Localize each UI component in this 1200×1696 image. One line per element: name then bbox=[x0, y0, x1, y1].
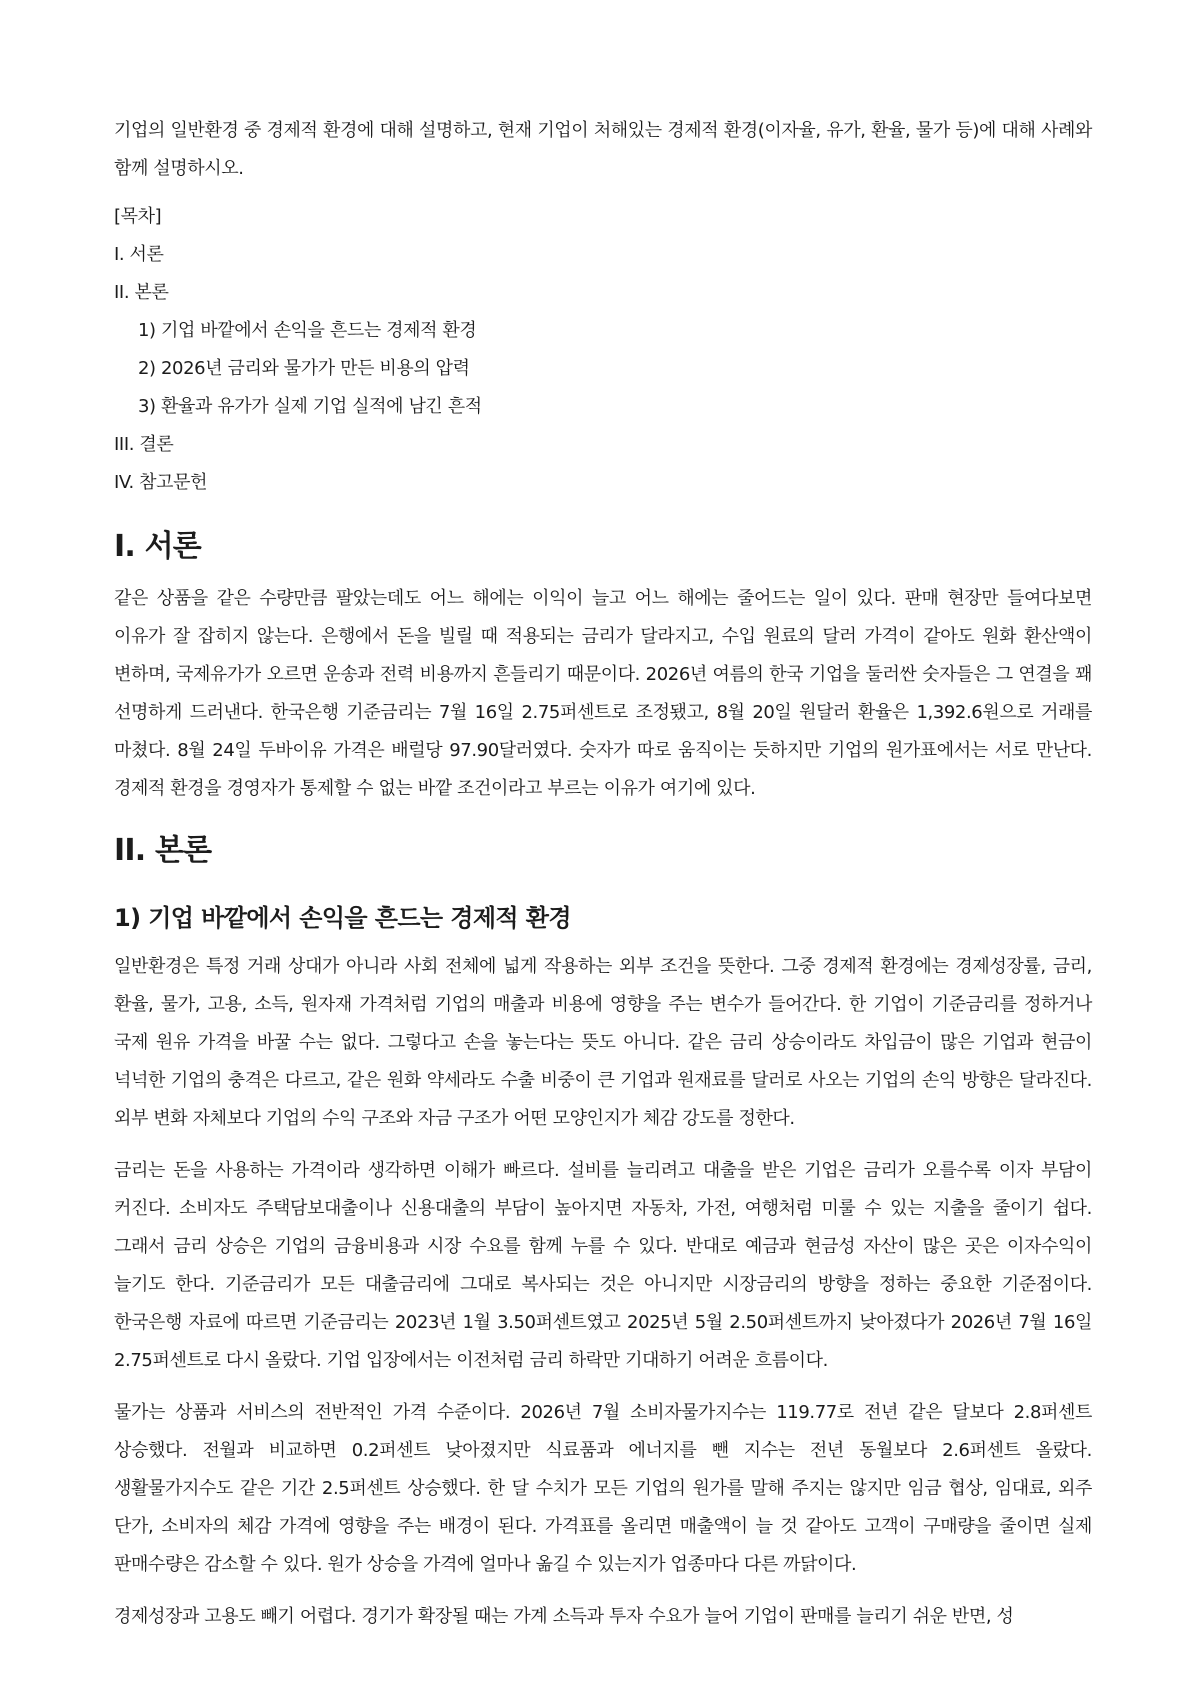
toc-subitem: 2) 2026년 금리와 물가가 만든 비용의 압력 bbox=[138, 358, 470, 379]
subsection-heading: 1) 기업 바깥에서 손익을 흔드는 경제적 환경 bbox=[114, 904, 571, 932]
introduction-paragraph: 같은 상품을 같은 수량만큼 팔았는데도 어느 해에는 이익이 늘고 어느 해에는 줄어드는 일이 있다. 판매 현장만 들여다보면 이유가 잘 잡히지 않는다. 은행에서 돈을 빌릴 때 적용되는 금리가 달라지고, 수입 원료의 달러 가격이 같아도 원화 환산액이 변하며, 국제유가가 오르면 운송과 전력 비용까지 흔들리기 때문이다. 2026년 여름의 한국 기업을 둘러싼 숫자들은 그 연결을 꽤 선명하게 드러낸다. 한국은행 기준금리는 7월 16일 2.75퍼센트로 조정됐고, 8월 20일 원달러 환율은 1,392.6원으로 거래를 마쳤다. 8월 24일 두바이유 가격은 배럴당 97.90달러였다. 숫자가 따로 움직이는 듯하지만 기업의 원가표에서는 서로 만난다. 경제적 환경을 경영자가 통제할 수 없는 바깥 조건이라고 부르는 이유가 여기에 있다. bbox=[114, 588, 1092, 799]
section-heading-introduction: I. 서론 bbox=[114, 529, 201, 564]
toc-subitem: 3) 환율과 유가가 실제 기업 실적에 남긴 흔적 bbox=[138, 396, 482, 417]
body-paragraph: 물가는 상품과 서비스의 전반적인 가격 수준이다. 2026년 7월 소비자물가지수는 119.77로 전년 같은 달보다 2.8퍼센트 상승했다. 전월과 비교하면 0.2퍼센트 낮아졌지만 식료품과 에너지를 뺀 지수는 전년 동월보다 2.6퍼센트 올랐다. 생활물가지수도 같은 기간 2.5퍼센트 상승했다. 한 달 수치가 모든 기업의 원가를 말해 주지는 않지만 임금 협상, 임대료, 외주 단가, 소비자의 체감 가격에 영향을 주는 배경이 된다. 가격표를 올리면 매출액이 늘 것 같아도 고객이 구매량을 줄이면 실제 판매수량은 감소할 수 있다. 원가 상승을 가격에 얼마나 옮길 수 있는지가 업종마다 다른 까닭이다. bbox=[114, 1402, 1092, 1575]
body-paragraph: 경제성장과 고용도 빼기 어렵다. 경기가 확장될 때는 가계 소득과 투자 수요가 늘어 기업이 판매를 늘리기 쉬운 반면, 성 bbox=[114, 1606, 1014, 1627]
table-of-contents bbox=[114, 198, 1092, 502]
toc-item: III. 결론 bbox=[114, 434, 174, 455]
section-heading-body: II. 본론 bbox=[114, 833, 212, 868]
toc-item: II. 본론 bbox=[114, 282, 169, 303]
body-paragraph: 금리는 돈을 사용하는 가격이라 생각하면 이해가 빠르다. 설비를 늘리려고 대출을 받은 기업은 금리가 오를수록 이자 부담이 커진다. 소비자도 주택담보대출이나 신용대출의 부담이 높아지면 자동차, 가전, 여행처럼 미룰 수 있는 지출을 줄이기 쉽다. 그래서 금리 상승은 기업의 금융비용과 시장 수요를 함께 누를 수 있다. 반대로 예금과 현금성 자산이 많은 곳은 이자수익이 늘기도 한다. 기준금리가 모든 대출금리에 그대로 복사되는 것은 아니지만 시장금리의 방향을 정하는 중요한 기준점이다. 한국은행 자료에 따르면 기준금리는 2023년 1월 3.50퍼센트였고 2025년 5월 2.50퍼센트까지 낮아졌다가 2026년 7월 16일 2.75퍼센트로 다시 올랐다. 기업 입장에서는 이전처럼 금리 하락만 기대하기 어려운 흐름이다. bbox=[114, 1160, 1092, 1371]
body-paragraph: 일반환경은 특정 거래 상대가 아니라 사회 전체에 넓게 작용하는 외부 조건을 뜻한다. 그중 경제적 환경에는 경제성장률, 금리, 환율, 물가, 고용, 소득, 원자재 가격처럼 기업의 매출과 비용에 영향을 주는 변수가 들어간다. 한 기업이 기준금리를 정하거나 국제 원유 가격을 바꿀 수는 없다. 그렇다고 손을 놓는다는 뜻도 아니다. 같은 금리 상승이라도 차입금이 많은 기업과 현금이 넉넉한 기업의 충격은 다르고, 같은 원화 약세라도 수출 비중이 큰 기업과 원재료를 달러로 사오는 기업의 손익 방향은 달라진다. 외부 변화 자체보다 기업의 수익 구조와 자금 구조가 어떤 모양인지가 체감 강도를 정한다. bbox=[114, 956, 1092, 1129]
assignment-prompt: 기업의 일반환경 중 경제적 환경에 대해 설명하고, 현재 기업이 처해있는 경제적 환경(이자율, 유가, 환율, 물가 등)에 대해 사례와 함께 설명하시오. bbox=[114, 120, 1092, 179]
toc-item: I. 서론 bbox=[114, 244, 164, 265]
toc-subitem: 1) 기업 바깥에서 손익을 흔드는 경제적 환경 bbox=[138, 320, 477, 341]
toc-heading: [목차] bbox=[114, 206, 162, 227]
toc-item: IV. 참고문헌 bbox=[114, 472, 208, 493]
